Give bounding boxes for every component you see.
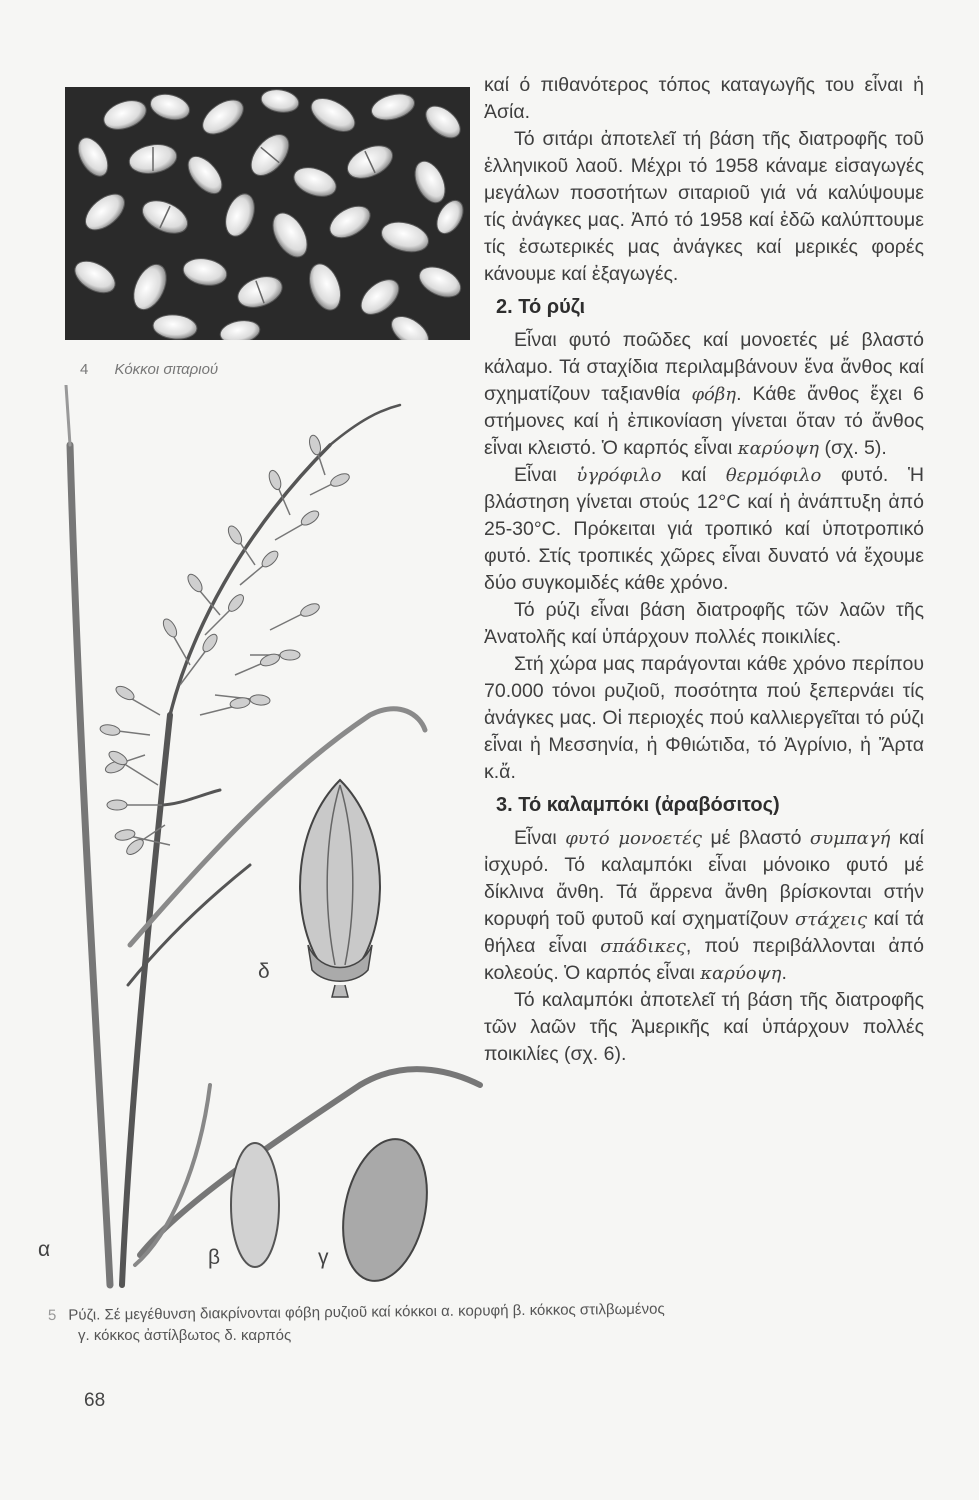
paragraph-4: Εἶναι ὑγρόφιλο καί θερμόφιλο φυτό. Ἡ βλάστηση γίνεται στούς 12°C καί ἡ ἀνάπτυξη ἀπό 25-30°C. Πρόκειται γιά τροπικό καί ὑποτροπικό φυτό. Στίς τροπικές χῶρες εἶναι δυνατό νά ἔχουμε δύο συγκομιδές κάθε χρόνο.	[484, 464, 924, 594]
wheat-grains-image	[65, 87, 470, 340]
figure-5-caption	[47, 1300, 948, 1346]
figure-5-caption-line-2: γ. κόκκος ἀστίλβωτος δ. καρπός	[78, 1327, 292, 1344]
paragraph-5: Τό ρύζι εἶναι βάση διατροφῆς τῶν λαῶν τῆς Ἀνατολῆς καί ὑπάρχουν πολλές ποικιλίες.	[484, 599, 924, 648]
figure-4-caption	[80, 361, 218, 378]
label-beta: β	[208, 1246, 221, 1269]
unpolished-grain-drawing	[331, 1131, 439, 1288]
paragraph-3: Εἶναι φυτό ποῶδες καί μονοετές μέ βλαστό κάλαμο. Τά σταχίδια περιλαμβάνουν ἕνα ἄνθος καί σχηματίζουν ταξιανθία φόβη. Κάθε ἄνθος ἔχει 6 στήμονες καί ἡ ἐπικονίαση γίνεται ὅταν τό ἄνθος εἶναι κλειστό. Ὁ καρπός εἶναι καρύοψη (σχ. 5).	[484, 329, 924, 459]
label-alpha: α	[38, 1238, 51, 1261]
wheat-grains-photo	[65, 87, 470, 340]
figure-5-number: 5	[47, 1306, 57, 1324]
figure-4-caption-text: Κόκκοι σιταριού	[114, 361, 219, 378]
heading-rice: 2. Τό ρύζι	[496, 296, 586, 318]
paragraph-1: καί ό πιθανότερος τόπος καταγωγῆς του εἶναι ἡ Ἀσία.	[484, 74, 924, 123]
label-gamma: γ	[318, 1246, 329, 1269]
heading-corn: 3. Τό καλαμπόκι (ἀραβόσιτος)	[496, 794, 780, 816]
paragraph-8: Τό καλαμπόκι ἀποτελεῖ τή βάση τῆς διατροφῆς τῶν λαῶν τῆς Ἀμερικῆς καί ὑπάρχουν πολλές ποικιλίες (σχ. 6).	[484, 989, 924, 1065]
paragraph-6: Στή χώρα μας παράγονται κάθε χρόνο περίπου 70.000 τόνοι ρυζιοῦ, ποσότητα πού ξεπερνάει τίς ἀνάγκες μας. Οἱ περιοχές πού καλλιεργεῖται τό ρύζι εἶναι ἡ Μεσσηνία, ἡ Φθιώτιδα, τό Ἀγρίνιο, ἡ Ἄρτα κ.ἄ.	[484, 653, 924, 783]
rice-plant-illustration	[40, 385, 490, 1305]
text-column	[484, 72, 924, 1068]
label-delta: δ	[258, 960, 270, 983]
polished-grain-drawing	[231, 1143, 279, 1267]
paragraph-2: Τό σιτάρι ἀποτελεῖ τή βάση τῆς διατροφῆς τοῦ ἑλληνικοῦ λαοῦ. Μέχρι τό 1958 κάναμε εἰσαγωγές μεγάλων ποσοτήτων σιταριοῦ γιά νά καλύψουμε τίς ἀνάγκες μας. Ἀπό τό 1958 καί ἐδῶ καλύπτουμε τίς ἐσωτερικές μας ἀνάγκες καί μερικές φορές κάνουμε καί ἐξαγωγές.	[484, 128, 924, 285]
paragraph-7: Εἶναι φυτό μονοετές μέ βλαστό συμπαγή καί ἰσχυρό. Τό καλαμπόκι εἶναι μόνοικο φυτό μέ δίκλινα ἄνθη. Τά ἄρρενα ἄνθη βρίσκονται στήν κορυφή τοῦ φυτοῦ καί σχηματίζουν στάχεις καί τά θήλεα εἶναι σπάδικες, πού περιβάλλονται ἀπό κολεούς. Ὁ καρπός εἶναι καρύοψη.	[484, 827, 925, 984]
figure-4-number: 4	[80, 361, 89, 378]
fruit-drawing	[300, 780, 380, 997]
figure-5-caption-line-1: Ρύζι. Σέ μεγέθυνση διακρίνονται φόβη ρυζιοῦ καί κόκκοι α. κορυφή β. κόκκος στιλβωμένος	[68, 1300, 665, 1324]
page-number: 68	[84, 1390, 106, 1411]
